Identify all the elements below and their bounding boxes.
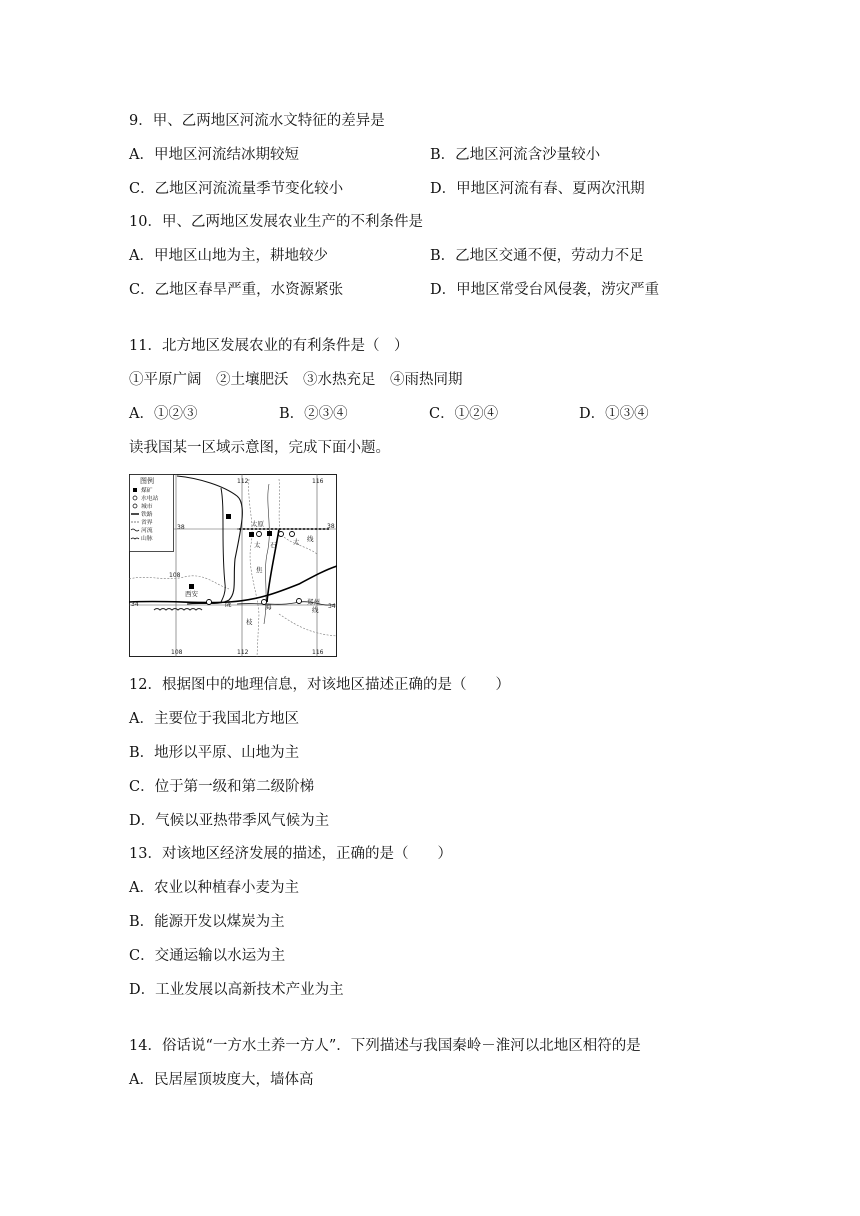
legend-river: 河流 bbox=[141, 528, 153, 534]
question-11-stem: 11．北方地区发展农业的有利条件是（ ） bbox=[129, 338, 409, 354]
reading-intro: 读我国某一区域示意图，完成下面小题。 bbox=[129, 440, 390, 456]
legend-mountain: 山脉 bbox=[141, 536, 153, 542]
question-13-option-b: B．能源开发以煤炭为主 bbox=[129, 914, 285, 930]
map-rail-label-xian: 线 bbox=[307, 535, 314, 543]
question-9-stem: 9．甲、乙两地区河流水文特征的差异是 bbox=[129, 113, 385, 129]
question-12-option-a: A．主要位于我国北方地区 bbox=[129, 711, 299, 727]
legend-coal: 煤矿 bbox=[141, 488, 153, 494]
question-10-option-a: A．甲地区山地为主，耕地较少 bbox=[129, 248, 328, 264]
question-10-stem: 10．甲、乙两地区发展农业生产的不利条件是 bbox=[129, 214, 423, 230]
question-12-option-d: D．气候以亚热带季风气候为主 bbox=[129, 813, 330, 829]
question-10-option-b: B．乙地区交通不便，劳动力不足 bbox=[430, 248, 644, 264]
question-14-stem: 14．俗话说“一方水土养一方人”．下列描述与我国秦岭－淮河以北地区相符的是 bbox=[129, 1038, 641, 1054]
lat-label-38-left: 38 bbox=[177, 524, 185, 531]
lat-label-34-right: 34 bbox=[328, 603, 336, 610]
question-13-option-a: A．农业以种植春小麦为主 bbox=[129, 880, 299, 896]
question-9-option-b: B．乙地区河流含沙量较小 bbox=[430, 147, 601, 163]
map-rail-label-xian2: 线 bbox=[312, 606, 319, 614]
lat-label-34-left: 34 bbox=[131, 601, 139, 608]
region-map bbox=[129, 474, 337, 657]
map-rail-label-jiao: 焦 bbox=[256, 566, 263, 574]
legend-city: 城市 bbox=[141, 504, 153, 510]
legend-border: 省界 bbox=[141, 520, 153, 526]
map-rail-label-long: 陇 bbox=[225, 600, 232, 608]
legend-rail: 铁路 bbox=[141, 512, 153, 518]
question-10-option-c: C．乙地区春旱严重，水资源紧张 bbox=[129, 282, 344, 298]
question-11-option-b: B．②③④ bbox=[279, 406, 348, 422]
map-city-zhengzhou: 郑州 bbox=[307, 598, 320, 606]
lon-label-112-bottom: 112 bbox=[237, 649, 249, 656]
question-12-option-b: B．地形以平原、山地为主 bbox=[129, 745, 300, 761]
question-9-option-c: C．乙地区河流流量季节变化较小 bbox=[129, 181, 344, 197]
lon-label-108-mid: 108 bbox=[169, 572, 181, 579]
lon-label-108-bottom: 108 bbox=[171, 649, 183, 656]
map-rail-label-tai: 太 bbox=[254, 541, 261, 549]
lon-label-112-top: 112 bbox=[237, 478, 249, 485]
question-9-option-d: D．甲地区河流有春、夏两次汛期 bbox=[430, 181, 645, 197]
lat-label-38-right: 38 bbox=[327, 523, 335, 530]
question-11-option-d: D．①③④ bbox=[579, 406, 649, 422]
legend-coal-icon bbox=[133, 488, 137, 492]
lon-label-116-bottom: 116 bbox=[312, 649, 324, 656]
question-11-option-c: C．①②④ bbox=[429, 406, 499, 422]
question-9-option-a: A．甲地区河流结冰期较短 bbox=[129, 147, 299, 163]
question-10-option-d: D．甲地区常受台风侵袭，涝灾严重 bbox=[430, 282, 660, 298]
question-14-option-a: A．民居屋顶坡度大，墙体高 bbox=[129, 1072, 314, 1088]
map-city-xian: 西安 bbox=[185, 590, 198, 598]
map-legend bbox=[130, 475, 174, 552]
legend-title: 图例 bbox=[140, 477, 154, 485]
map-rail-label-hai: 海 bbox=[265, 603, 272, 611]
map-rail-label-tai2: 太 bbox=[293, 538, 300, 546]
question-13-stem: 13．对该地区经济发展的描述，正确的是（ ） bbox=[129, 846, 452, 862]
legend-city-icon bbox=[133, 504, 137, 508]
legend-hydro-icon bbox=[133, 496, 137, 500]
map-city-taiyuan: 太原 bbox=[251, 520, 264, 528]
question-13-option-d: D．工业发展以高新技术产业为主 bbox=[129, 982, 344, 998]
question-12-stem: 12．根据图中的地理信息，对该地区描述正确的是（ ） bbox=[129, 677, 510, 693]
map-rail-label-zhi: 枝 bbox=[246, 618, 253, 626]
question-13-option-c: C．交通运输以水运为主 bbox=[129, 948, 286, 964]
question-12-option-c: C．位于第一级和第二级阶梯 bbox=[129, 779, 315, 795]
map-rail-label-shi: 石 bbox=[270, 541, 277, 549]
question-11-items: ①平原广阔 ②土壤肥沃 ③水热充足 ④雨热同期 bbox=[129, 372, 463, 388]
question-11-option-a: A．①②③ bbox=[129, 406, 198, 422]
legend-hydro: 水电站 bbox=[141, 496, 159, 502]
lon-label-116-top: 116 bbox=[312, 478, 324, 485]
